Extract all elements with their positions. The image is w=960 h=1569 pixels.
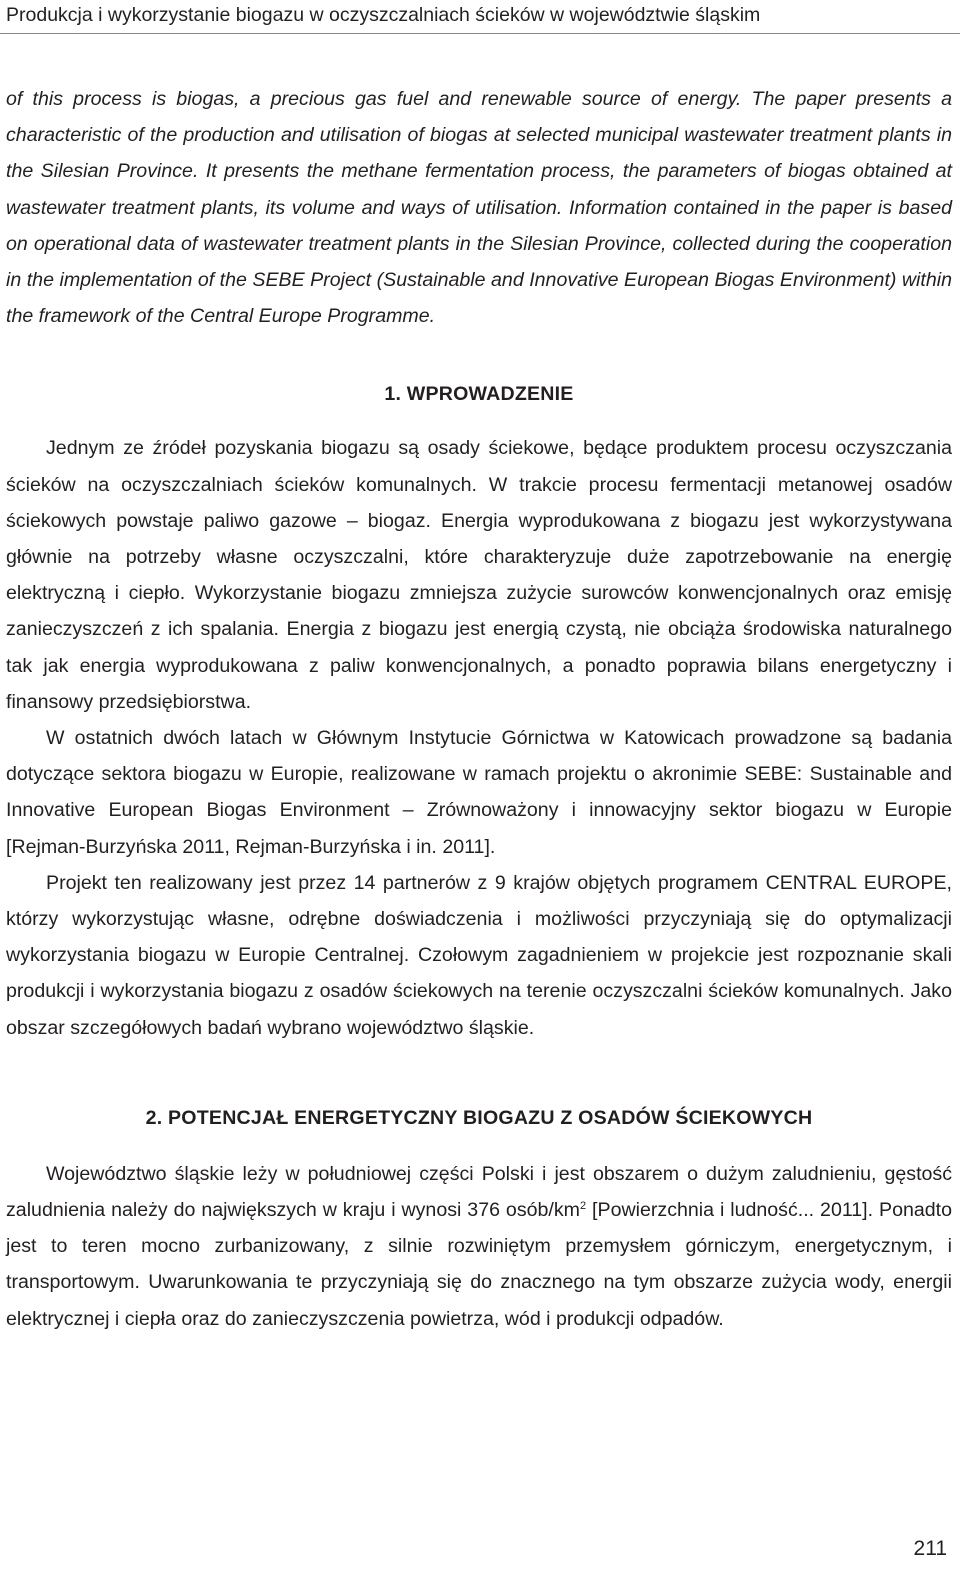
section-1-paragraph-1: Jednym ze źródeł pozyskania biogazu są osady ściekowe, będące produktem procesu oczyszczania ścieków na oczyszczalniach ścieków komunalnych. W trakcie procesu fermentacji metanowej osadów ściekowych powstaje paliwo gazowe – biogaz. Energia wyprodukowana z biogazu jest wykorzystywana głównie na potrzeby własne oczyszczalni, które charakteryzuje duże zapotrzebowanie na energię elektryczną i ciepło. Wykorzystanie biogazu zmniejsza zużycie surowców konwencjonalnych oraz emisję zanieczyszczeń z ich spalania. Energia z biogazu jest energią czystą, nie obciąża środowiska naturalnego tak jak energia wyprodukowana z paliw konwencjonalnych, a ponadto poprawia bilans energetyczny i finansowy przedsiębiorstwa.	[6, 437, 952, 713]
section-2-paragraph-text-end: [Powierzchnia i ludność... 2011]. Ponadto jest to teren mocno zurbanizowany, z silnie rozwiniętym przemysłem górniczym, energetycznym, i transportowym. Uwarunkowania te przyczyniają się do znacznego na tym obszarze zużycia wody, energii elektrycznej i ciepła oraz do zanieczyszczenia powietrza, wód i produkcji odpadów.	[6, 1199, 952, 1330]
section-1-paragraph-2: W ostatnich dwóch latach w Głównym Instytucie Górnictwa w Katowicach prowadzone są badania dotyczące sektora biogazu w Europie, realizowane w ramach projektu o akronimie SEBE: Sustainable and Innovative European Biogas Environment – Zrównoważony i innowacyjny sektor biogazu w Europie [Rejman-Burzyńska 2011, Rejman-Burzyńska i in. 2011].	[6, 727, 952, 858]
page-body	[6, 81, 952, 1337]
section-2-paragraph-1	[6, 1156, 952, 1337]
section-2-paragraph-text-start: Województwo śląskie leży w południowej części Polski i jest obszarem o dużym zaludnieniu, gęstość zaludnienia należy do największych w kraju i wynosi 376 osób/km	[6, 1162, 952, 1222]
section-1-heading: 1. WPROWADZENIE	[384, 383, 574, 406]
superscript-exponent: 2	[580, 1200, 587, 1213]
abstract-paragraph: of this process is biogas, a precious gas fuel and renewable source of energy. The paper presents a characteristic of the production and utilisation of biogas at selected municipal wastewater treatment plants in the Silesian Province. It presents the methane fermentation process, the parameters of biogas obtained at wastewater treatment plants, its volume and ways of utilisation. Information contained in the paper is based on operational data of wastewater treatment plants in the Silesian Province, collected during the cooperation in the implementation of the SEBE Project (Sustainable and Innovative European Biogas Environment) within the framework of the Central Europe Programme.	[6, 88, 952, 328]
page-number: 211	[913, 1537, 947, 1560]
section-2-heading: 2. POTENCJAŁ ENERGETYCZNY BIOGAZU Z OSADÓW ŚCIEKOWYCH	[145, 1106, 813, 1129]
header-divider	[0, 33, 960, 34]
section-1-paragraph-3: Projekt ten realizowany jest przez 14 partnerów z 9 krajów objętych programem CENTRAL EUROPE, którzy wykorzystując własne, odrębne doświadczenia i możliwości przyczyniają się do optymalizacji wykorzystania biogazu w Europie Centralnej. Czołowym zagadnieniem w projekcie jest rozpoznanie skali produkcji i wykorzystania biogazu z osadów ściekowych na terenie oczyszczalni ścieków komunalnych. Jako obszar szczegółowych badań wybrano województwo śląskie.	[6, 871, 952, 1039]
running-header: Produkcja i wykorzystanie biogazu w oczyszczalniach ścieków w województwie śląskim	[6, 4, 761, 26]
